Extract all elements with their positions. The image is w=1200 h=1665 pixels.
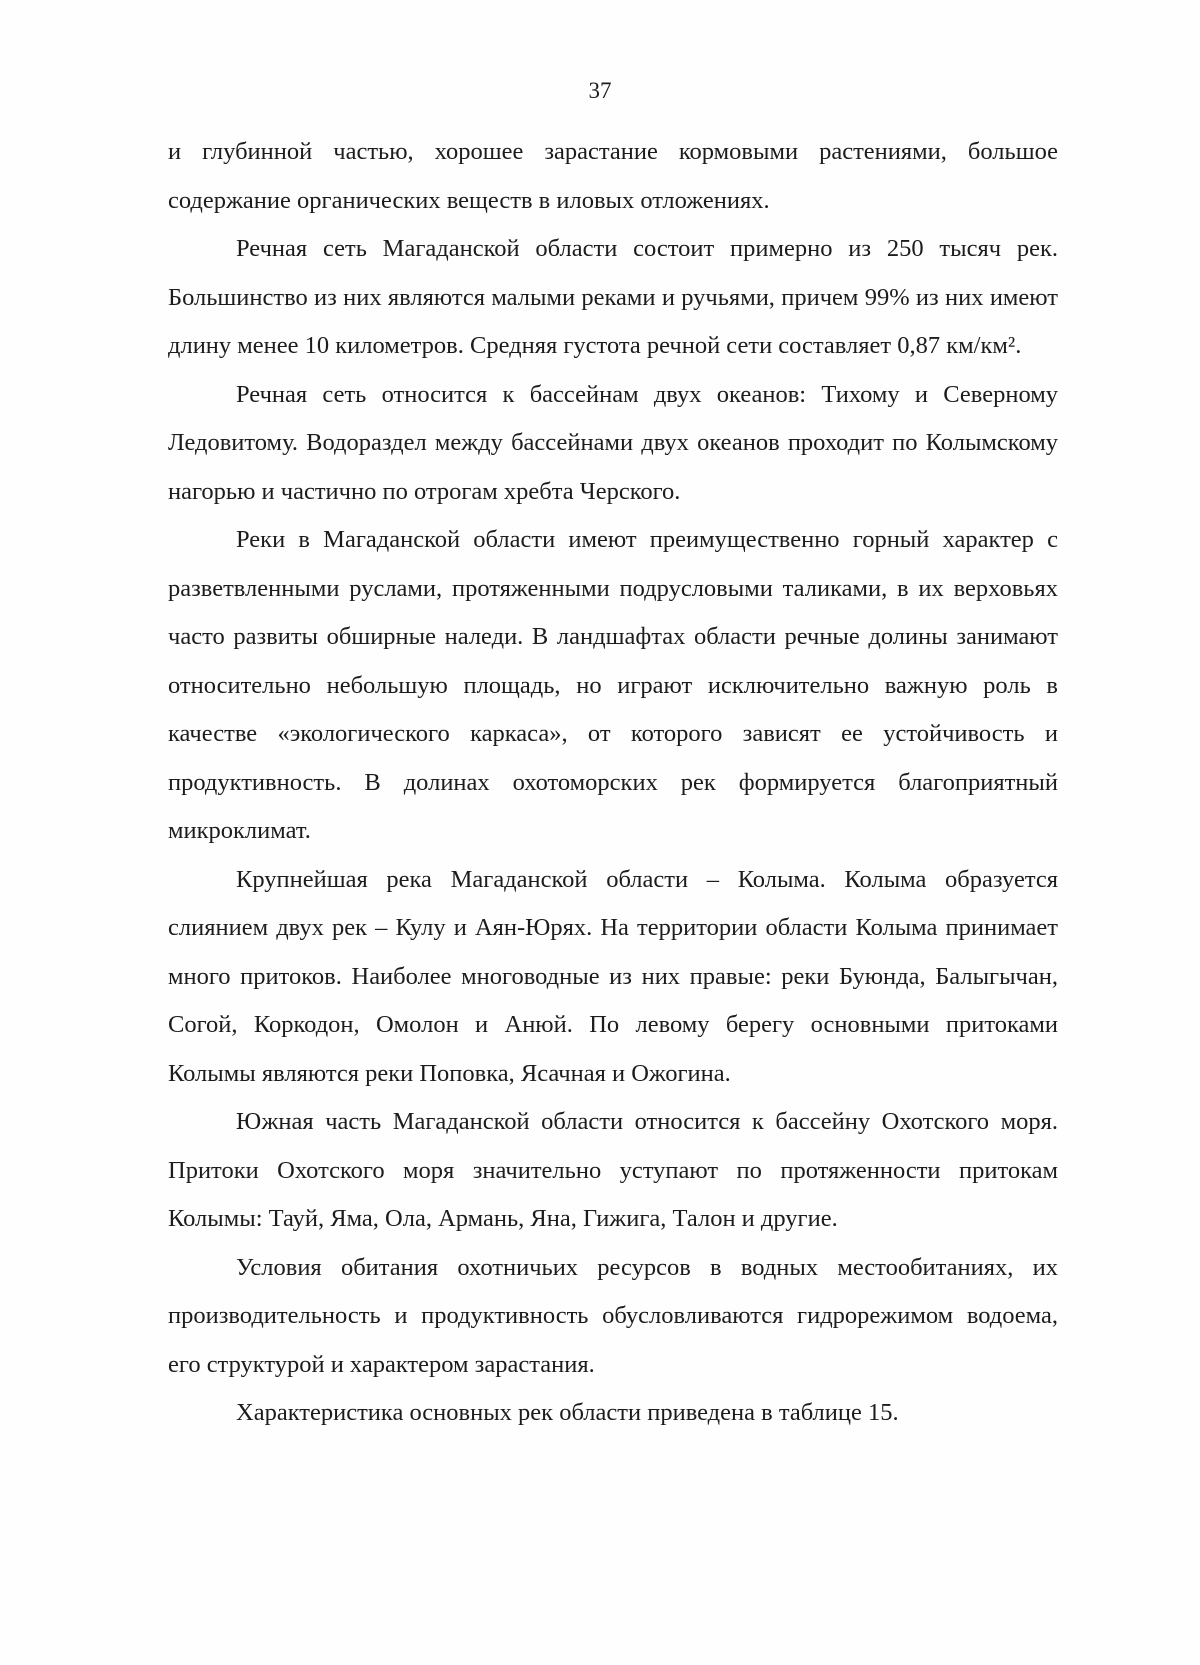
paragraph-kolyma: Крупнейшая река Магаданской области – Колыма. Колыма образуется слиянием двух рек – Кулу и Аян-Юрях. На территории области Колыма принимает много притоков. Наиболее многоводные из них правые: реки Буюнда, Балыгычан, Согой, Коркодон, Омолон и Анюй. По левому берегу основными притоками Колымы являются реки Поповка, Ясачная и Ожогина. — [168, 865, 1058, 1087]
paragraph-ocean-basins: Речная сеть относится к бассейнам двух океанов: Тихому и Северному Ледовитому. Водораздел между бассейнами двух океанов проходит по Колымскому нагорью и частично по отрогам хребта Черского. — [168, 380, 1058, 505]
paragraph-okhotsk-basin: Южная часть Магаданской области относится к бассейну Охотского моря. Притоки Охотского моря значительно уступают по протяженности притокам Колымы: Тауй, Яма, Ола, Армань, Яна, Гижига, Талон и другие. — [168, 1108, 1058, 1232]
paragraph-river-character: Реки в Магаданской области имеют преимущественно горный характер с разветвленными руслами, протяженными подрусловыми таликами, в их верховьях часто развиты обширные наледи. В ландшафтах области речные долины занимают относительно небольшую площадь, но играют исключительно важную роль в качестве «экологического каркаса», от которого зависят ее устойчивость и продуктивность. В долинах охотоморских рек формируется благоприятный микроклимат. — [168, 526, 1058, 844]
page-number: 37 — [588, 78, 612, 103]
paragraph-habitat-conditions: Условия обитания охотничьих ресурсов в водных местообитаниях, их производительность и продуктивность обусловливаются гидрорежимом водоема, его структурой и характером зарастания. — [168, 1253, 1058, 1378]
body-text — [168, 128, 1058, 1438]
paragraph-river-network: Речная сеть Магаданской области состоит примерно из 250 тысяч рек. Большинство из них являются малыми реками и ручьями, причем 99% из них имеют длину менее 10 километров. Средняя густота речной сети составляет 0,87 км/км². — [168, 235, 1058, 359]
paragraph-continuation: и глубинной частью, хорошее зарастание кормовыми растениями, большое содержание органических веществ в иловых отложениях. — [168, 138, 1058, 214]
paragraph-table-reference: Характеристика основных рек области приведена в таблице 15. — [236, 1399, 899, 1426]
